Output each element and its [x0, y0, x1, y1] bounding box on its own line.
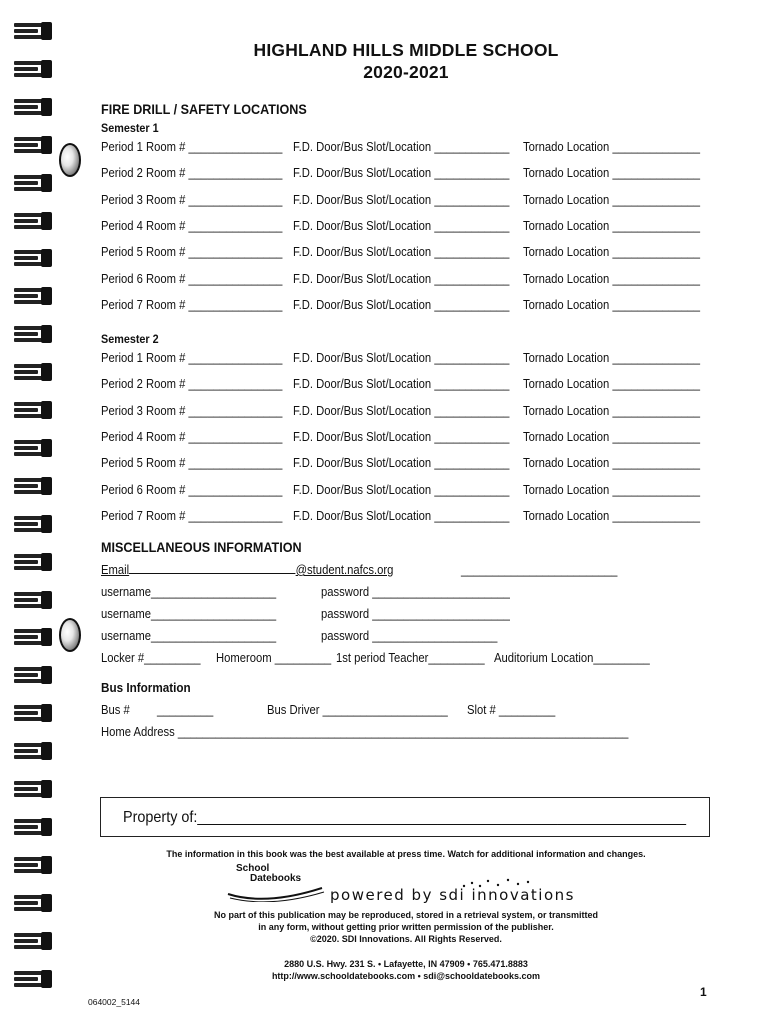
- room-number-field[interactable]: Period 3 Room # _______________: [101, 192, 283, 207]
- logo-school-text: [236, 864, 301, 884]
- fire-drill-door-field[interactable]: F.D. Door/Bus Slot/Location ____________: [293, 429, 510, 444]
- spiral-coil: [14, 174, 52, 192]
- room-number-field[interactable]: Period 7 Room # _______________: [101, 508, 283, 523]
- password-field-3[interactable]: password ____________________: [321, 629, 498, 643]
- page-number: 1: [700, 985, 707, 999]
- period-row: [101, 193, 709, 209]
- semester1-label: Semester 1: [101, 121, 159, 135]
- email-domain: @student.nafcs.org: [295, 563, 394, 577]
- spiral-coil: [14, 628, 52, 646]
- period-row: [101, 166, 709, 182]
- period-row: [101, 245, 709, 261]
- fire-drill-door-field[interactable]: F.D. Door/Bus Slot/Location ____________: [293, 456, 510, 471]
- spiral-coil: [14, 439, 52, 457]
- fire-drill-door-field[interactable]: F.D. Door/Bus Slot/Location ____________: [293, 140, 510, 154]
- spiral-coil: [14, 477, 52, 495]
- period-row: [101, 219, 709, 235]
- spiral-coil: [14, 287, 52, 305]
- publisher-address: 2880 U.S. Hwy. 231 S. • Lafayette, IN 47909 • 765.471.8883: [284, 959, 528, 969]
- room-number-field[interactable]: Period 5 Room # _______________: [101, 456, 283, 471]
- bus-info-heading: Bus Information: [101, 680, 191, 695]
- tornado-location-field[interactable]: Tornado Location ______________: [523, 403, 701, 418]
- auditorium-location-field[interactable]: Auditorium Location_________: [494, 651, 650, 665]
- spiral-coil: [14, 704, 52, 722]
- room-number-field[interactable]: Period 2 Room # _______________: [101, 166, 283, 181]
- period-row: [101, 272, 709, 288]
- password-field-1[interactable]: password ______________________: [321, 585, 510, 599]
- spiral-coil: [14, 515, 52, 533]
- fire-drill-door-field[interactable]: F.D. Door/Bus Slot/Location ____________: [293, 351, 510, 365]
- room-number-field[interactable]: Period 4 Room # _______________: [101, 429, 283, 444]
- tornado-location-field[interactable]: Tornado Location ______________: [523, 166, 701, 181]
- room-number-field[interactable]: Period 2 Room # _______________: [101, 377, 283, 392]
- period-row: [101, 483, 709, 499]
- tornado-location-field[interactable]: Tornado Location ______________: [523, 482, 701, 497]
- password-field-2[interactable]: password ______________________: [321, 607, 510, 621]
- period-row: [101, 140, 709, 156]
- email-blank: [129, 563, 295, 574]
- room-number-field[interactable]: Period 7 Room # _______________: [101, 297, 283, 312]
- spiral-coil: [14, 591, 52, 609]
- binder-hole-bottom: [59, 618, 81, 652]
- spiral-coil: [14, 666, 52, 684]
- fire-drill-door-field[interactable]: F.D. Door/Bus Slot/Location ____________: [293, 192, 510, 207]
- school-year: 2020-2021: [363, 62, 449, 82]
- misc-heading: MISCELLANEOUS INFORMATION: [101, 539, 302, 555]
- room-number-field[interactable]: Period 6 Room # _______________: [101, 482, 283, 497]
- fire-drill-door-field[interactable]: F.D. Door/Bus Slot/Location ____________: [293, 297, 510, 312]
- tornado-location-field[interactable]: Tornado Location ______________: [523, 271, 701, 286]
- email-label: Email: [101, 563, 130, 577]
- username-field-1[interactable]: username____________________: [101, 585, 277, 599]
- room-number-field[interactable]: Period 4 Room # _______________: [101, 218, 283, 233]
- fire-drill-heading: FIRE DRILL / SAFETY LOCATIONS: [101, 101, 307, 117]
- spiral-coil: [14, 818, 52, 836]
- room-number-field[interactable]: Period 5 Room # _______________: [101, 245, 283, 260]
- bus-number-field[interactable]: _________: [157, 703, 214, 717]
- semester2-label: Semester 2: [101, 332, 159, 346]
- document-code: 064002_5144: [88, 997, 141, 1007]
- spiral-coil: [14, 212, 52, 230]
- fire-drill-door-field[interactable]: F.D. Door/Bus Slot/Location ____________: [293, 245, 510, 260]
- fire-drill-door-field[interactable]: F.D. Door/Bus Slot/Location ____________: [293, 377, 510, 392]
- period-row: [101, 351, 709, 367]
- publisher-web: http://www.schooldatebooks.com • sdi@schooldatebooks.com: [271, 971, 541, 981]
- binder-hole-top: [59, 143, 81, 177]
- spiral-coil: [14, 325, 52, 343]
- powered-by-sdi: powered by sdi innovations: [330, 886, 575, 904]
- fire-drill-door-field[interactable]: F.D. Door/Bus Slot/Location ____________: [293, 403, 510, 418]
- username-field-2[interactable]: username____________________: [101, 607, 277, 621]
- availability-notice: The information in this book was the best available at press time. Watch for additional information and changes.: [166, 849, 646, 859]
- locker-field[interactable]: Locker #_________: [101, 651, 201, 665]
- property-of-box: [100, 797, 710, 837]
- tornado-location-field[interactable]: Tornado Location ______________: [523, 140, 701, 154]
- property-of-field[interactable]: Property of:_____________________________________________________________: [123, 809, 686, 826]
- fire-drill-door-field[interactable]: F.D. Door/Bus Slot/Location ____________: [293, 218, 510, 233]
- home-address-field[interactable]: Home Address ________________________________________________________________________: [101, 725, 629, 739]
- spiral-coil: [14, 553, 52, 571]
- logo-school-word: School: [236, 863, 270, 874]
- period-row: [101, 298, 709, 314]
- bus-number-label: Bus #: [101, 703, 130, 717]
- tornado-location-field[interactable]: Tornado Location ______________: [523, 218, 701, 233]
- fire-drill-door-field[interactable]: F.D. Door/Bus Slot/Location ____________: [293, 166, 510, 181]
- spiral-coil: [14, 98, 52, 116]
- period-row: [101, 456, 709, 472]
- spiral-coil: [14, 136, 52, 154]
- tornado-location-field[interactable]: Tornado Location ______________: [523, 297, 701, 312]
- tornado-location-field[interactable]: Tornado Location ______________: [523, 508, 701, 523]
- period-row: [101, 509, 709, 525]
- homeroom-field[interactable]: Homeroom _________: [216, 651, 332, 665]
- first-period-teacher-field[interactable]: 1st period Teacher_________: [336, 651, 485, 665]
- copyright-line-2: in any form, without getting prior written permission of the publisher.: [258, 922, 554, 932]
- fire-drill-door-field[interactable]: F.D. Door/Bus Slot/Location ____________: [293, 482, 510, 497]
- username-field-3[interactable]: username____________________: [101, 629, 277, 643]
- bus-slot-field[interactable]: Slot # _________: [467, 703, 556, 717]
- email-field[interactable]: [101, 563, 403, 577]
- period-row: [101, 430, 709, 446]
- spiral-coil: [14, 780, 52, 798]
- period-row: [101, 404, 709, 420]
- room-number-field[interactable]: Period 6 Room # _______________: [101, 271, 283, 286]
- spiral-coil: [14, 894, 52, 912]
- tornado-location-field[interactable]: Tornado Location ______________: [523, 192, 701, 207]
- tornado-location-field[interactable]: Tornado Location ______________: [523, 351, 701, 365]
- room-number-field[interactable]: Period 3 Room # _______________: [101, 403, 283, 418]
- copyright-line-3: ©2020. SDI Innovations. All Rights Reserved.: [310, 934, 502, 944]
- spiral-coil: [14, 742, 52, 760]
- spiral-coil: [14, 401, 52, 419]
- tornado-location-field[interactable]: Tornado Location ______________: [523, 429, 701, 444]
- logo-datebooks-word: Datebooks: [250, 873, 302, 884]
- copyright-line-1: No part of this publication may be reproduced, stored in a retrieval system, or transmitted: [213, 910, 599, 920]
- fire-drill-door-field[interactable]: F.D. Door/Bus Slot/Location ____________: [293, 271, 510, 286]
- fire-drill-door-field[interactable]: F.D. Door/Bus Slot/Location ____________: [293, 508, 510, 523]
- room-number-field[interactable]: Period 1 Room # _______________: [101, 140, 283, 154]
- spiral-coil: [14, 22, 52, 40]
- room-number-field[interactable]: Period 1 Room # _______________: [101, 351, 283, 365]
- tornado-location-field[interactable]: Tornado Location ______________: [523, 456, 701, 471]
- email-extra-field[interactable]: _________________________: [461, 563, 618, 577]
- period-row: [101, 377, 709, 393]
- tornado-location-field[interactable]: Tornado Location ______________: [523, 377, 701, 392]
- spiral-coil: [14, 249, 52, 267]
- spiral-coil: [14, 363, 52, 381]
- bus-driver-field[interactable]: Bus Driver ____________________: [267, 703, 448, 717]
- tornado-location-field[interactable]: Tornado Location ______________: [523, 245, 701, 260]
- school-name: HIGHLAND HILLS MIDDLE SCHOOL: [253, 40, 559, 60]
